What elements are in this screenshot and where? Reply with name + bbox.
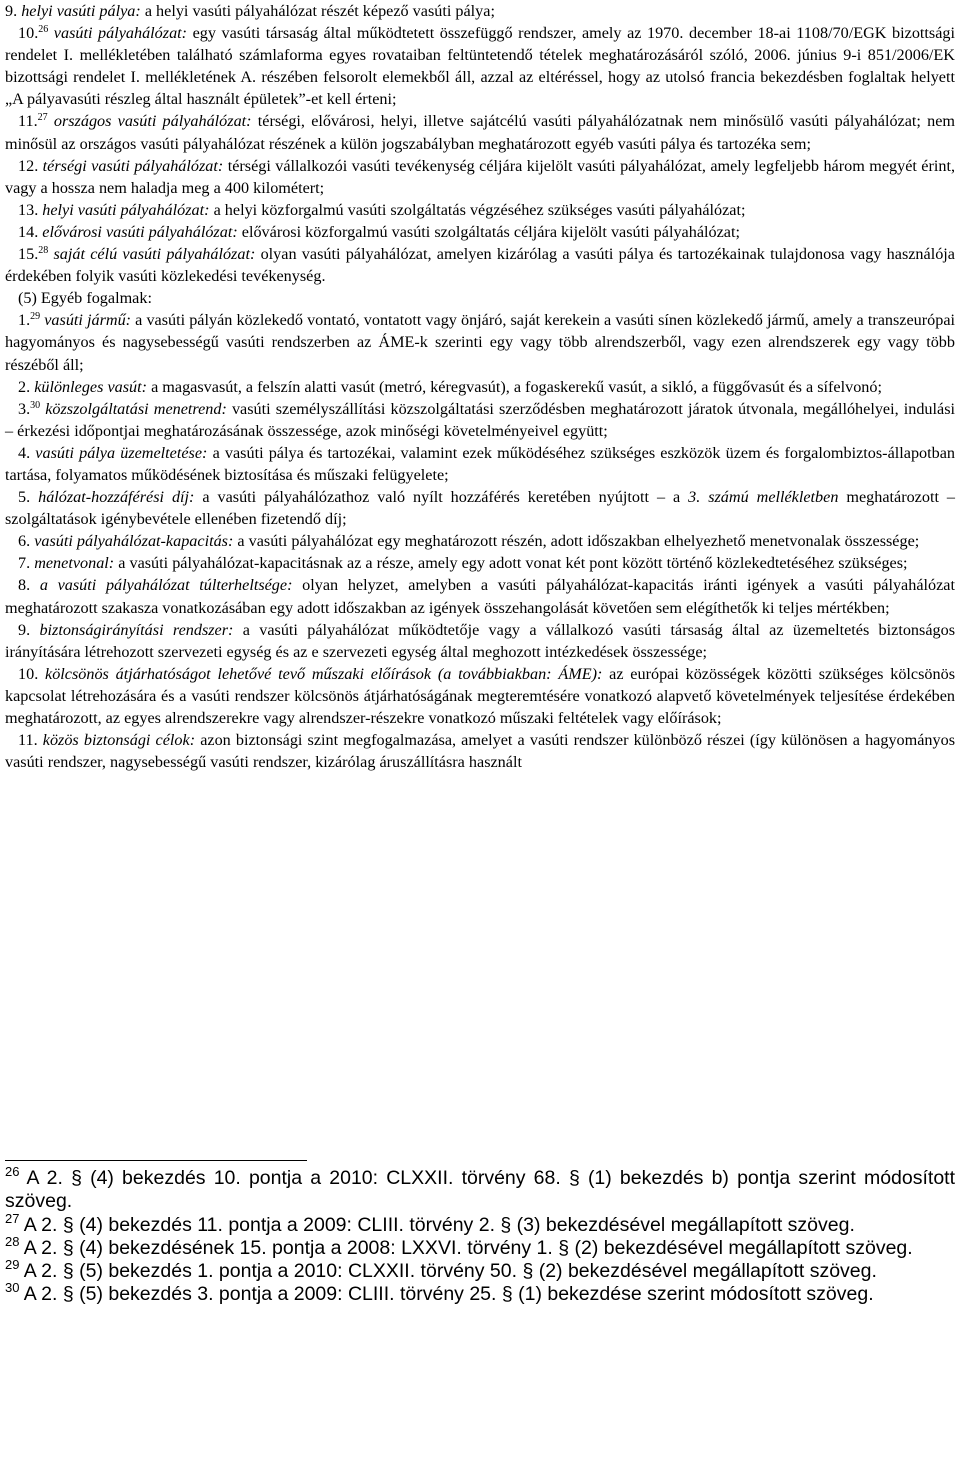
definition-text: térségi, elővárosi, helyi, illetve sajátcélú vasúti pályahálózatnak nem minősülő vasúti pályahálózat; nem minősül az országos vasúti pályahálózat részének a külön jogszabályban meghatározott egyéb vasúti pálya és tartozéka sem; (5, 112, 956, 153)
definition-text: a vasúti pálya és tartozékai, valamint ezek működéséhez szükséges eszközök üzem és forgalombiztos-állapotban tartása, folyamatos működésének biztosítása és műszaki felügyelete; (5, 443, 955, 484)
item-number: 6. (18, 532, 31, 551)
paragraph (5, 22, 955, 110)
paragraph (5, 574, 955, 618)
defined-term: saját célú vasúti pályahálózat: (53, 245, 256, 264)
definition-text: a vasúti pályahálózathoz való nyílt hozzáférés keretében nyújtott – a (194, 488, 689, 507)
definition-text: a vasúti pályahálózat működtetője vagy a vállalkozó vasúti társaság által az üzemeltetés biztonságos irányítására létrehozott szervezeti egység és az e szervezeti egység által meghozott intézkedések összessége; (5, 620, 955, 661)
defined-term: menetvonal: (34, 554, 115, 573)
definition-text: az európai közösségek közötti szükséges kölcsönös kapcsolat létrehozására és a vasúti rendszer kölcsönös átjárhatóságának megteremtésére vonatkozó alapvető követelmények teljesítése érdekében meghatározott, az egyes alrendszerekre vagy alrendszer-részekre vonatkozó műszaki feltételek vagy előírások; (5, 664, 955, 727)
footnote-text: A 2. § (4) bekezdésének 15. pontja a 2008: LXXVI. törvény 1. § (2) bekezdésével megállapított szöveg. (19, 1236, 913, 1259)
item-number: 9. (5, 2, 18, 20)
defined-term: vasúti pálya üzemeltetése: (35, 443, 208, 462)
paragraph (5, 309, 955, 375)
paragraph (5, 221, 955, 243)
footnote (5, 1233, 955, 1260)
item-number: 14. (18, 222, 39, 241)
definition-text: egy vasúti társaság által működtetett összefüggő rendszer, amely az 1970. december 18-ai 1108/70/EGK bizottsági rendelet I. mellékletében található számlaforma egyes rovataiban feltüntetendő tételek meghatározásáról szóló, 2006. június 9-i 851/2006/EK bizottsági rendelet I. mellékletének A. részében felsorolt elemekből áll, azzal az eltéréssel, hogy az utolsó francia bekezdésben foglaltak helyett „A pályavasúti részleg által használt épületek”-et kell érteni; (5, 24, 955, 109)
definition-text: vasúti személyszállítási közszolgáltatási szerződésben meghatározott járatok útvonala, megállóhelyei, indulási – érkezési időpontjai meghatározásának összessége, azok minőségi követelményeivel együtt; (5, 399, 956, 440)
annex-reference: 3. számú mellékletben (688, 488, 839, 507)
item-number: 11. (18, 112, 38, 131)
defined-term: közszolgáltatási menetrend: (45, 399, 227, 418)
paragraph (5, 530, 955, 552)
paragraph (5, 0, 955, 22)
item-number: 11. (18, 731, 38, 750)
defined-term: vasúti pályahálózat-kapacitás: (34, 532, 234, 551)
defined-term: közös biztonsági célok: (42, 731, 196, 750)
definition-text: elővárosi közforgalmú vasúti szolgáltatás céljára kijelölt vasúti pályahálózat; (237, 222, 740, 241)
defined-term: hálózat-hozzáférési díj: (38, 488, 195, 507)
footnote (5, 1164, 955, 1214)
item-number: 12. (18, 156, 39, 175)
footnote-ref: 30 (30, 399, 41, 411)
footnote-text: A 2. § (4) bekezdés 11. pontja a 2009: CLIII. törvény 2. § (3) bekezdésével megállapított szöveg. (19, 1213, 855, 1236)
defined-term: a vasúti pályahálózat túlterheltsége: (39, 576, 293, 595)
item-number: 4. (18, 443, 31, 462)
definition-text: (5) Egyéb fogalmak: (18, 289, 152, 308)
footnote-number: 30 (5, 1280, 20, 1296)
definition-text: a vasúti pályán közlekedő vontató, vontatott vagy önjáró, saját kerekein a vasúti sínen közlekedő jármű, amely a transzeurópai hagyományos és nagysebességű vasúti rendszerben az ÁME-k szerinti egy vagy több alrendszerből, vagy ezen alrendszerek egy vagy több részéből áll; (5, 311, 956, 374)
footnote-text: A 2. § (5) bekezdés 3. pontja a 2009: CLIII. törvény 25. § (1) bekezdése szerint módosított szöveg. (19, 1283, 874, 1306)
paragraph (5, 729, 955, 773)
document-body (5, 0, 955, 773)
paragraph (5, 155, 955, 199)
footnote-text: A 2. § (4) bekezdés 10. pontja a 2010: CLXXII. törvény 68. § (1) bekezdés b) pontja szerint módosított szöveg. (5, 1167, 955, 1213)
definition-text: térségi vállalkozói vasúti tevékenység céljára kijelölt vasúti pályahálózat, amely legfeljebb három megyét érint, vagy a hossza nem haladja meg a 400 kilométert; (5, 156, 956, 197)
paragraph (5, 486, 955, 530)
footnote-ref: 28 (38, 245, 49, 257)
paragraph (5, 442, 955, 486)
definition-text: a helyi vasúti pályahálózat részét képező vasúti pálya; (140, 2, 495, 20)
paragraph (5, 619, 955, 663)
defined-term: különleges vasút: (34, 377, 148, 396)
defined-term: vasúti pályahálózat: (53, 24, 188, 43)
footnotes (5, 1164, 955, 1307)
definition-text: olyan helyzet, amelyben a vasúti pályahálózat-kapacitás iránti igények a vasúti pályahálózat meghatározott szakasza vonatkozásában egy adott időszakban az igények összehangolását követően sem elégíthetők ki teljes mértékben; (5, 576, 955, 617)
item-number: 10. (18, 24, 39, 43)
defined-term: országos vasúti pályahálózat: (53, 112, 252, 131)
item-number: 10. (18, 664, 39, 683)
defined-term: kölcsönös átjárhatóságot lehetővé tevő műszaki előírások (a továbbiakban: ÁME): (45, 664, 603, 683)
footnote-ref: 29 (30, 311, 41, 323)
definition-text: azon biztonsági szint megfogalmazása, amelyet a vasúti rendszer különböző részei (így különösen a hagyományos vasúti rendszer, nagysebességű vasúti rendszer, kizárólag áruszállításra használt (5, 731, 956, 772)
definition-text: olyan vasúti pályahálózat, amelyen kizárólag a vasúti pálya és tartozékainak tulajdonosa vagy használója érdekében folyik vasúti közlekedési tevékenység. (5, 245, 955, 286)
definition-text: a vasúti pályahálózat egy meghatározott részén, adott időszakban elhelyezhető menetvonalak összessége; (233, 532, 920, 551)
paragraph (5, 287, 955, 309)
footnote-ref: 27 (37, 112, 48, 124)
footnote (5, 1280, 955, 1306)
item-number: 9. (18, 620, 31, 639)
item-number: 13. (18, 200, 39, 219)
definition-text: meghatározott – szolgáltatások igénybevétele ellenében fizetendő díj; (5, 488, 955, 529)
item-number: 5. (18, 488, 31, 507)
paragraph (5, 199, 955, 221)
item-number: 15. (18, 245, 39, 264)
definition-text: a vasúti pályahálózat-kapacitásnak az a része, amely egy adott vonat két pont között történő közlekedtetéséhez szükséges; (114, 554, 908, 573)
definition-text: a helyi közforgalmú vasúti szolgáltatás végzéséhez szükséges vasúti pályahálózat; (209, 200, 746, 219)
paragraph (5, 398, 955, 442)
item-number: 2. (18, 377, 31, 396)
definition-text: a magasvasút, a felszín alatti vasút (metró, kéregvasút), a fogaskerekű vasút, a sikló, a függővasút és a sífelvonó; (147, 377, 882, 396)
paragraph (5, 110, 955, 154)
footnote-number: 27 (5, 1210, 20, 1226)
defined-term: térségi vasúti pályahálózat: (42, 156, 224, 175)
defined-term: helyi vasúti pálya: (21, 2, 141, 20)
paragraph (5, 663, 955, 729)
item-number: 1. (18, 311, 31, 330)
item-number: 7. (18, 554, 31, 573)
defined-term: biztonságirányítási rendszer: (39, 620, 234, 639)
footnote (5, 1210, 955, 1237)
paragraph (5, 552, 955, 574)
defined-term: vasúti jármű: (44, 311, 132, 330)
footnote-number: 26 (5, 1164, 20, 1179)
footnote-ref: 26 (38, 24, 49, 36)
item-number: 3. (18, 399, 31, 418)
paragraph (5, 243, 955, 287)
footnote-number: 29 (5, 1257, 20, 1273)
defined-term: helyi vasúti pályahálózat: (42, 200, 210, 219)
footnote-number: 28 (5, 1233, 20, 1249)
footnote (5, 1257, 955, 1283)
defined-term: elővárosi vasúti pályahálózat: (42, 222, 238, 241)
paragraph (5, 376, 955, 398)
footnote-separator (5, 1160, 307, 1161)
item-number: 8. (18, 576, 31, 595)
footnote-text: A 2. § (5) bekezdés 1. pontja a 2010: CLXXII. törvény 50. § (2) bekezdésével megállapított szöveg. (19, 1260, 877, 1283)
